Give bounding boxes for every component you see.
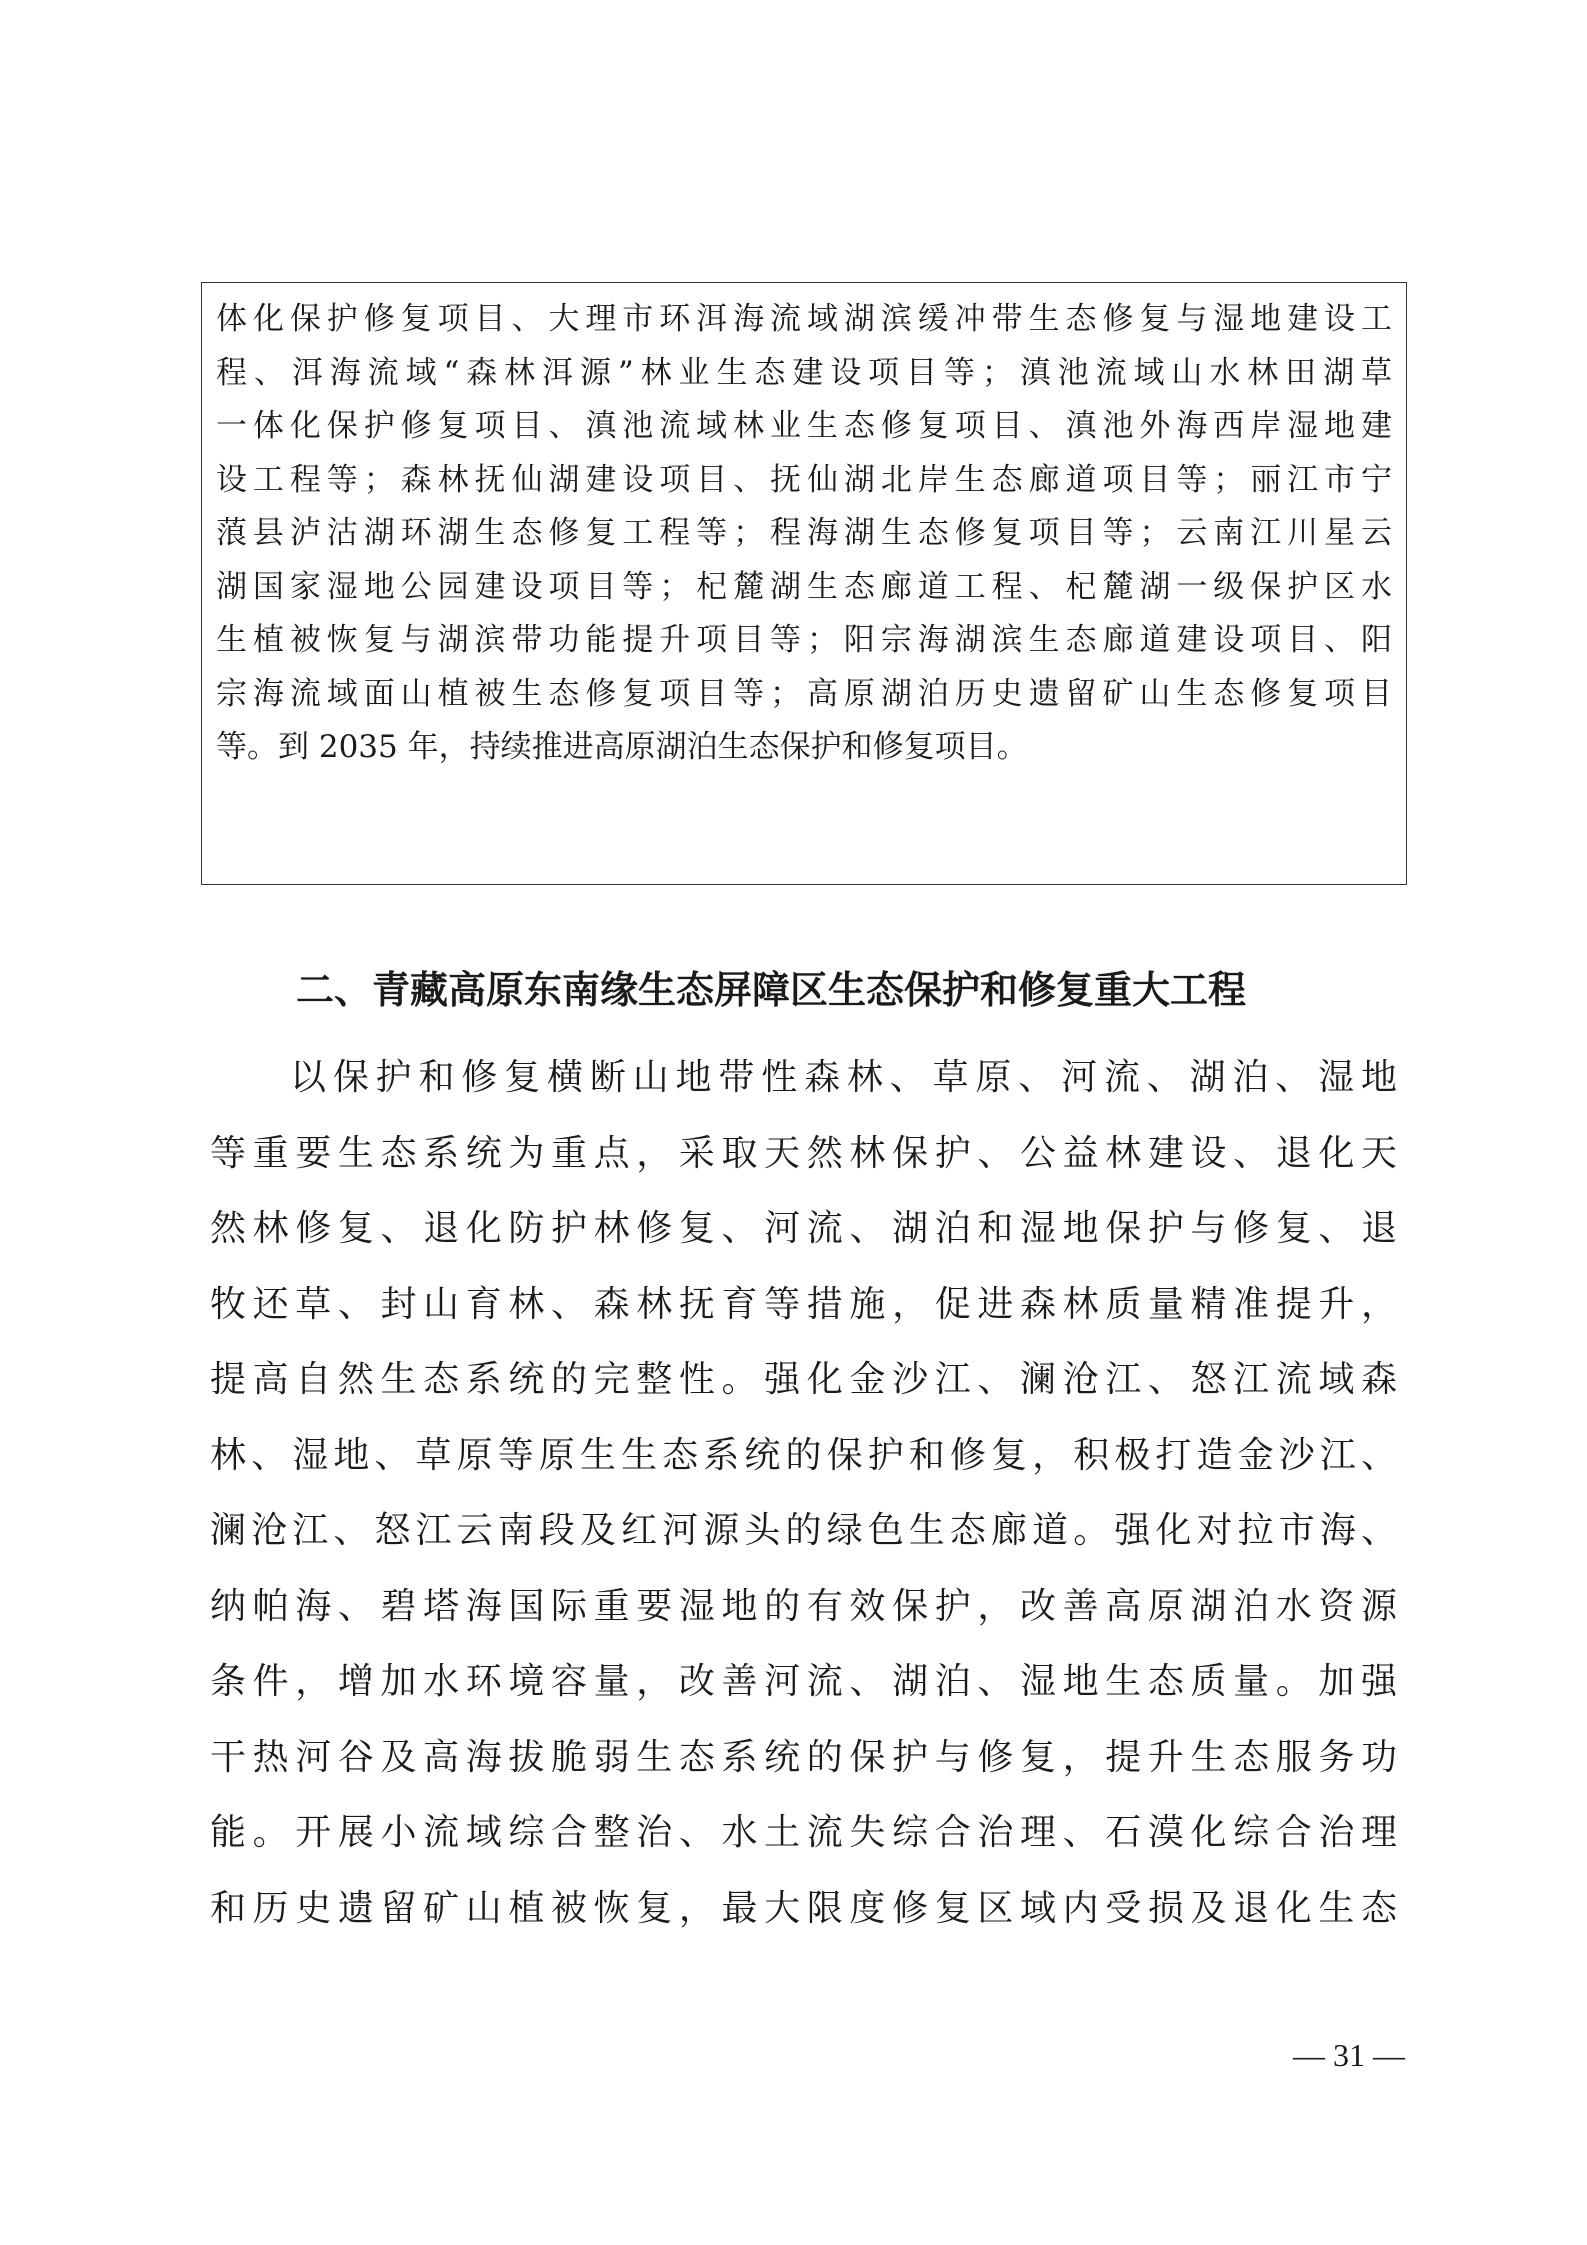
body-text-line: 牧还草、封山育林、森林抚育等措施，促进森林质量精准提升，	[210, 1283, 1397, 1325]
box-text-line: 蒗县泸沽湖环湖生态修复工程等；程海湖生态修复项目等；云南江川星云	[216, 515, 1392, 551]
body-text-line: 提高自然生态系统的完整性。强化金沙江、澜沧江、怒江流域森	[210, 1359, 1397, 1400]
body-text-line: 然林修复、退化防护林修复、河流、湖泊和湿地保护与修复、退	[210, 1208, 1397, 1249]
section-heading: 二、青藏高原东南缘生态屏障区生态保护和修复重大工程	[296, 968, 1247, 1012]
box-text-line: 设工程等；森林抚仙湖建设项目、抚仙湖北岸生态廊道项目等；丽江市宁	[216, 461, 1392, 498]
body-text-line: 纳帕海、碧塔海国际重要湿地的有效保护，改善高原湖泊水资源	[210, 1585, 1397, 1627]
box-text-line: 一体化保护修复项目、滇池流域林业生态修复项目、滇池外海西岸湿地建	[216, 408, 1392, 444]
boxed-text-panel	[201, 282, 1407, 885]
box-text-line: 体化保护修复项目、大理市环洱海流域湖滨缓冲带生态修复与湿地建设工	[216, 301, 1392, 337]
box-text-line: 程、洱海流域“森林洱源”林业生态建设项目等；滇池流域山水林田湖草	[216, 354, 1392, 391]
body-text-line: 条件，增加水环境容量，改善河流、湖泊、湿地生态质量。加强	[210, 1661, 1397, 1702]
box-text-line: 湖国家湿地公园建设项目等；杞麓湖生态廊道工程、杞麓湖一级保护区水	[216, 568, 1392, 605]
body-text-line: 能。开展小流域综合整治、水土流失综合治理、石漠化综合治理	[210, 1812, 1397, 1853]
body-text-line: 澜沧江、怒江云南段及红河源头的绿色生态廊道。强化对拉市海、	[210, 1510, 1397, 1551]
section-body	[210, 1040, 1397, 1946]
page-number: — 31 —	[1293, 2037, 1405, 2073]
box-text-line: 等。到 2035 年，持续推进高原湖泊生态保护和修复项目。	[216, 729, 1028, 765]
body-text-line: 等重要生态系统为重点，采取天然林保护、公益林建设、退化天	[210, 1132, 1397, 1174]
body-text-line: 林、湿地、草原等原生生态系统的保护和修复，积极打造金沙江、	[210, 1434, 1397, 1476]
body-text-line: 以保护和修复横断山地带性森林、草原、河流、湖泊、湿地	[290, 1057, 1397, 1098]
body-text-line: 和历史遗留矿山植被恢复，最大限度修复区域内受损及退化生态	[210, 1887, 1397, 1929]
box-text-line: 生植被恢复与湖滨带功能提升项目等；阳宗海湖滨生态廊道建设项目、阳	[216, 622, 1392, 658]
box-text-line: 宗海流域面山植被生态修复项目等；高原湖泊历史遗留矿山生态修复项目	[216, 675, 1392, 712]
body-text-line: 干热河谷及高海拔脆弱生态系统的保护与修复，提升生态服务功	[210, 1736, 1397, 1778]
